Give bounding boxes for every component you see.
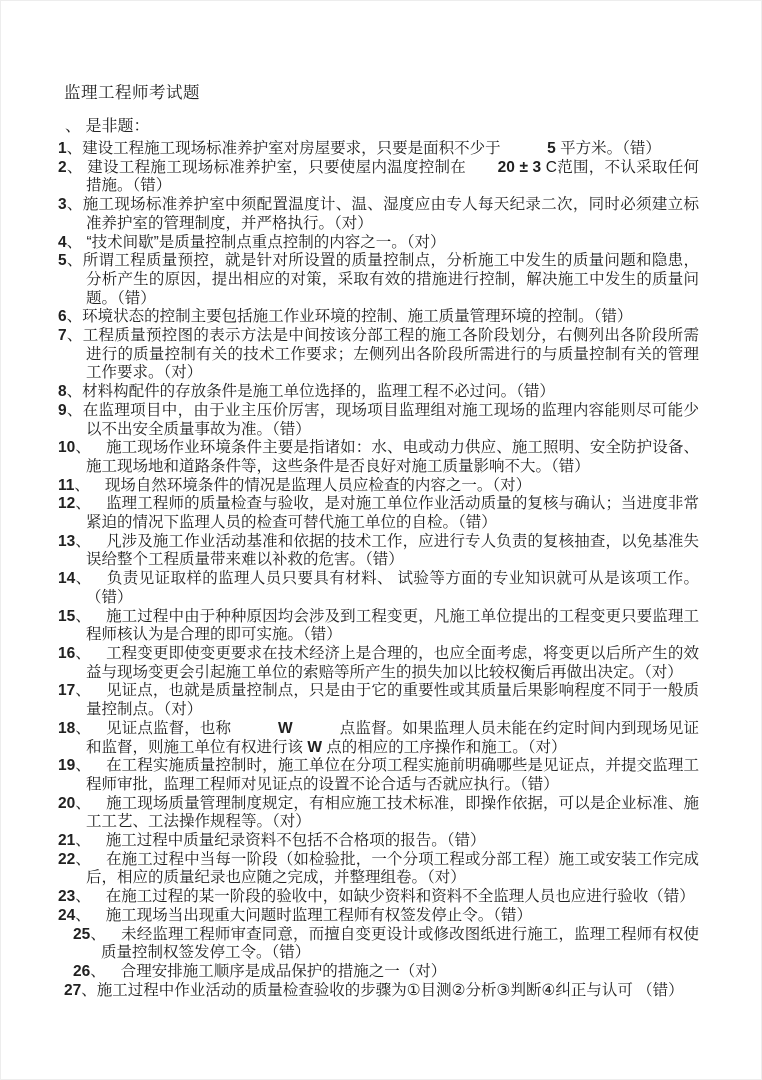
question-number: 24 xyxy=(58,906,76,924)
question-item xyxy=(58,682,699,719)
question-number: 17 xyxy=(58,682,76,700)
question-number-separator: 、 xyxy=(75,532,91,550)
question-item xyxy=(58,402,699,439)
question-item xyxy=(58,159,699,196)
question-text-segment: 环境状态的控制主要包括施工作业环境的控制、施工质量管理环境的控制。（错） xyxy=(82,308,633,326)
question-text-bold-segment: 5 xyxy=(547,140,556,157)
question-text-segment: 施工现场标准养护室中须配置温度计、温、湿度应由专人每天纪录二次，同时必须建立标准养护室的管理制度，并严格执行。（对） xyxy=(82,196,699,232)
question-text-segment: 在施工过程中当每一阶段（如检验批，一个分项工程或分部工程）施工或安装工作完成后，相应的质量纪录也应随之完成，并整理组卷。（对） xyxy=(86,850,699,887)
question-number: 16 xyxy=(58,644,76,662)
question-text-segment: 见证点，也就是质量控制点，只是由于它的重要性或其质量后果影响程度不同于一般质量控制点。（对） xyxy=(86,682,699,719)
question-text-segment: 合理安排施工顺序是成品保护的措施之一（对） xyxy=(120,962,447,980)
question-item xyxy=(58,608,699,645)
question-item xyxy=(73,963,699,982)
question-item xyxy=(58,888,699,907)
question-number-separator: 、 xyxy=(66,401,83,419)
question-number-separator: 、 xyxy=(75,850,91,868)
question-number: 22 xyxy=(58,850,76,868)
question-text-segment: 材料构配件的存放条件是施工单位选择的，监理工程不必过问。（错） xyxy=(82,383,555,401)
question-item xyxy=(58,907,699,926)
question-text-segment: 点监督。如果监理人员未能在约定时间内到现场见证和监督，则施工单位有权进行该 xyxy=(86,719,699,756)
question-number-separator: 、 xyxy=(66,308,83,326)
question-number: 12 xyxy=(58,495,76,513)
question-item xyxy=(58,327,699,383)
question-number-separator: 、 xyxy=(75,794,91,812)
section-heading: 、 是非题： xyxy=(65,118,150,135)
question-text-segment: 在监理项目中，由于业主压价厉害，现场项目监理组对施工现场的监理内容能则尽可能少以不出安全质量事故为准。（错） xyxy=(82,401,699,438)
question-item xyxy=(58,308,699,327)
question-item xyxy=(58,533,699,570)
question-item xyxy=(58,720,699,757)
question-text-segment: 监理工程师的质量检查与验收，是对施工单位作业活动质量的复核与确认；当进度非常紧迫的情况下监理人员的检查可替代施工单位的自检。（错） xyxy=(86,495,699,532)
question-number-separator: 、 xyxy=(66,233,83,251)
question-number: 25 xyxy=(73,925,91,943)
question-item xyxy=(73,926,699,963)
question-number-separator: 、 xyxy=(66,140,83,157)
question-item xyxy=(58,851,699,888)
question-number-separator: 、 xyxy=(75,495,91,513)
question-number-separator: 、 xyxy=(75,832,91,850)
question-text-segment: 工程质量预控图的表示方法是中间按该分部工程的施工各阶段划分，右侧列出各阶段所需进行的质量控制有关的技术工作要求；左侧列出各阶段所需进行的与质量控制有关的管理工作要求。（对） xyxy=(82,327,699,382)
question-text-bold-segment: 20 ± 3 xyxy=(497,158,542,176)
question-text-segment: 施工现场质量管理制度规定，有相应施工技术标准，即操作依据，可以是企业标准、施工工艺、工法操作规程等。（对） xyxy=(86,794,699,831)
question-text-segment: 建设工程施工现场标准养护室对房屋要求，只要是面积不少于 xyxy=(82,140,548,157)
question-item xyxy=(58,645,699,682)
question-number: 20 xyxy=(58,794,76,812)
question-number: 19 xyxy=(58,757,76,775)
question-number: 23 xyxy=(58,888,76,906)
question-number-separator: 、 xyxy=(75,888,91,906)
question-number: 7 xyxy=(58,327,67,345)
question-text-segment: 施工现场当出现重大问题时监理工程师有权签发停止令。（错） xyxy=(105,906,533,924)
question-item xyxy=(64,982,699,1001)
question-number: 27 xyxy=(64,981,82,999)
question-number: 26 xyxy=(73,962,91,980)
question-number-separator: 、 xyxy=(75,644,91,662)
question-number: 21 xyxy=(58,832,76,850)
question-item xyxy=(58,234,699,253)
question-number: 4 xyxy=(58,233,67,251)
question-item xyxy=(58,495,699,532)
question-item xyxy=(58,439,699,476)
question-number-separator: 、 xyxy=(75,906,91,924)
question-number: 18 xyxy=(58,719,76,737)
question-text-bold-segment: W xyxy=(278,719,293,737)
question-number: 14 xyxy=(58,570,76,588)
question-number: 8 xyxy=(58,383,67,401)
question-text-segment: 负责见证取样的监理人员只要具有材料、 试验等方面的专业知识就可从是该项工作。 （错） xyxy=(86,570,699,606)
question-list xyxy=(58,140,699,1000)
question-number-separator: 、 xyxy=(66,327,83,345)
question-number-separator: 、 xyxy=(75,607,91,625)
question-number: 2 xyxy=(58,158,67,176)
question-number: 5 xyxy=(58,252,67,270)
document-title: 监理工程师考试题 xyxy=(64,84,200,102)
question-text-segment: 施工过程中由于种种原因均会涉及到工程变更，凡施工单位提出的工程变更只要监理工程师核认为是合理的即可实施。（错） xyxy=(86,607,699,644)
question-number-separator: 、 xyxy=(81,981,97,999)
question-item xyxy=(58,570,699,607)
question-number-separator: 、 xyxy=(75,757,91,775)
question-item xyxy=(58,477,699,496)
question-text-segment: 平方米。（错） xyxy=(555,140,661,157)
question-text-segment: 未经监理工程师审查同意，而擅自变更设计或修改图纸进行施工，监理工程师有权使质量控制权签发停工令。（错） xyxy=(101,925,699,962)
question-number: 3 xyxy=(58,196,67,214)
question-text-segment: 施工过程中质量纪录资料不包括不合格项的报告。（错） xyxy=(105,832,486,850)
question-number: 11 xyxy=(58,476,75,494)
question-number: 9 xyxy=(58,401,67,419)
question-text-segment: 所谓工程质量预控，就是针对所设置的质量控制点，分析施工中发生的质量问题和隐患，分析产生的原因，提出相应的对策，采取有效的措施进行控制，解决施工中发生的质量问题。（错） xyxy=(82,252,699,307)
question-text-segment: 在施工过程的某一阶段的验收中，如缺少资料和资料不全监理人员也应进行验收（错） xyxy=(105,888,695,906)
question-text-segment: 现场自然环境条件的情况是监理人员应检查的内容之一。（对） xyxy=(104,476,532,494)
question-number-separator: 、 xyxy=(66,252,83,270)
document-content xyxy=(1,1,699,1000)
question-number: 1 xyxy=(58,140,67,157)
question-number: 13 xyxy=(58,532,76,550)
question-text-segment: 建设工程施工现场标准养护室，只要使屋内温度控制在 xyxy=(82,158,498,176)
question-item xyxy=(58,832,699,851)
question-text-segment: 凡涉及施工作业活动基准和依据的技术工作，应进行专人负责的复核抽查，以免基准失误给整个工程质量带来难以补救的危害。（错） xyxy=(86,532,699,569)
question-item xyxy=(58,795,699,832)
question-item xyxy=(58,252,699,308)
question-text-segment: “技术间歇”是质量控制点重点控制的内容之一。（对） xyxy=(82,233,446,251)
question-text-segment: 施工过程中作业活动的质量检查验收的步骤为①目测②分析③判断④纠正与认可 （错） xyxy=(96,981,684,999)
question-item xyxy=(58,383,699,402)
question-item xyxy=(58,196,699,233)
question-number-separator: 、 xyxy=(90,962,106,980)
question-item xyxy=(58,757,699,794)
question-number: 15 xyxy=(58,607,76,625)
question-number-separator: 、 xyxy=(75,719,92,737)
question-number-separator: 、 xyxy=(74,476,90,494)
question-number-separator: 、 xyxy=(75,439,91,457)
question-text-segment: 施工现场作业环境条件主要是指诸如：水、电或动力供应、施工照明、安全防护设备、施工现场地和道路条件等，这些条件是否良好对施工质量影响不大。（错） xyxy=(86,439,699,475)
question-number-separator: 、 xyxy=(66,158,83,176)
question-text-segment: 工程变更即使变更要求在技术经济上是合理的，也应全面考虑，将变更以后所产生的效益与现场变更会引起施工单位的索赔等所产生的损失加以比较权衡后再做出决定。（对） xyxy=(86,644,699,681)
question-number-separator: 、 xyxy=(75,570,92,588)
question-text-segment: 见证点监督，也称 xyxy=(106,719,279,737)
question-number: 6 xyxy=(58,308,67,326)
question-text-segment: C范围，不认采取任何措施。（错） xyxy=(86,158,699,195)
question-text-bold-segment: W xyxy=(307,738,322,756)
question-number-separator: 、 xyxy=(66,383,83,401)
question-number-separator: 、 xyxy=(66,196,83,214)
question-number-separator: 、 xyxy=(75,682,91,700)
question-number: 10 xyxy=(58,439,76,457)
question-text-segment: 点的相应的工序操作和施工。（对） xyxy=(321,738,567,756)
question-item xyxy=(58,140,699,159)
question-text-segment: 在工程实施质量控制时，施工单位在分项工程实施前明确哪些是见证点，并提交监理工程师审批，监理工程师对见证点的设置不论合适与否就应执行。（错） xyxy=(86,757,699,793)
question-number-separator: 、 xyxy=(90,925,106,943)
